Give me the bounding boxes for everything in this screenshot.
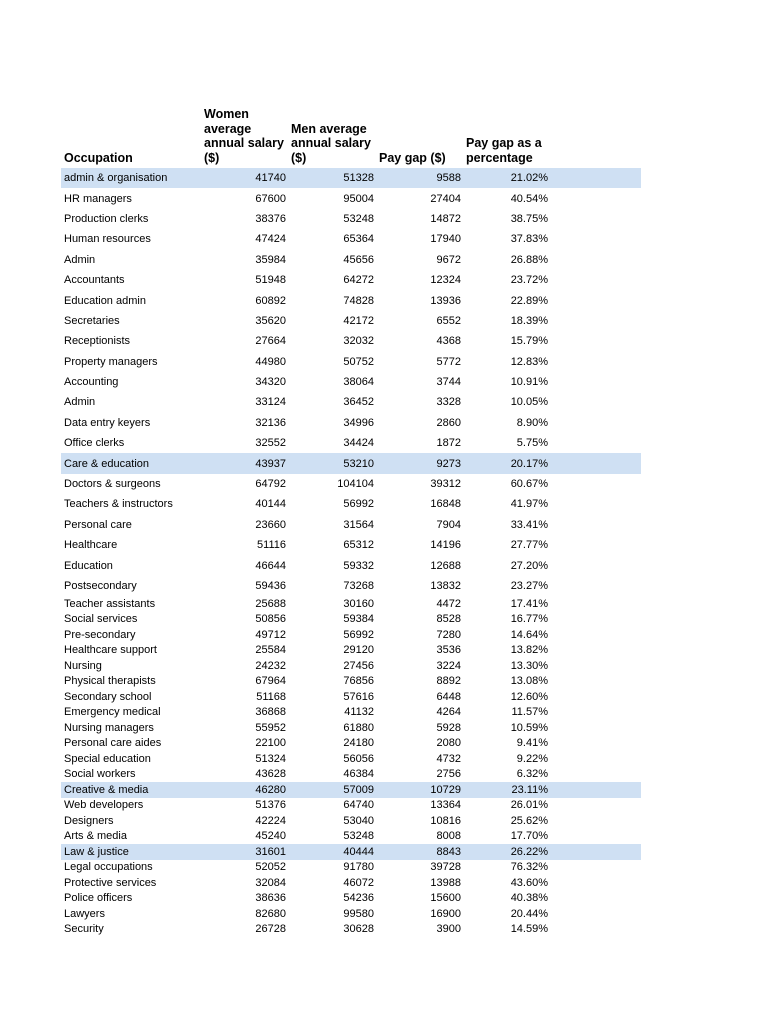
pay-gap-cell: 16900: [430, 907, 461, 920]
category-row: [61, 782, 641, 798]
pay-gap-percentage-cell: 23.27%: [510, 580, 548, 592]
pay-gap-percentage-cell: 23.72%: [510, 274, 548, 287]
occupation-cell: Legal occupations: [64, 861, 153, 874]
pay-gap-percentage-cell: 5.75%: [516, 437, 548, 450]
pay-gap-percentage-cell: 10.05%: [510, 396, 548, 409]
women-salary-cell: 59436: [255, 580, 286, 592]
pay-gap-cell: 27404: [430, 192, 461, 205]
men-salary-cell: 56056: [343, 752, 374, 765]
table-row: [61, 331, 641, 351]
pay-gap-percentage-cell: 18.39%: [510, 314, 548, 327]
table-row: [61, 658, 641, 674]
table-row: [61, 290, 641, 310]
pay-gap-cell: 12324: [430, 274, 461, 287]
men-salary-cell: 64740: [343, 799, 374, 812]
table-row: [61, 627, 641, 643]
pay-gap-percentage-cell: 26.01%: [510, 799, 548, 812]
pay-gap-percentage-cell: 60.67%: [510, 478, 548, 491]
occupation-cell: Healthcare: [64, 539, 118, 552]
women-salary-cell: 23660: [255, 518, 286, 531]
occupation-cell: Teacher assistants: [64, 597, 156, 610]
occupation-cell: Teachers & instructors: [64, 498, 173, 511]
occupation-cell: Pre-secondary: [64, 628, 136, 641]
table-row: [61, 736, 641, 752]
pay-gap-cell: 10816: [430, 814, 461, 827]
table-row: [61, 392, 641, 412]
occupation-cell: Personal care aides: [64, 737, 162, 750]
occupation-cell: Property managers: [64, 355, 158, 368]
header-women-salary: Women average annual salary ($): [204, 107, 284, 165]
men-salary-cell: 53040: [343, 814, 374, 827]
pay-gap-cell: 1872: [436, 437, 461, 450]
pay-gap-percentage-cell: 25.62%: [510, 814, 548, 827]
header-pay-gap-percentage: Pay gap as a percentage: [466, 136, 542, 165]
women-salary-cell: 32084: [255, 876, 286, 889]
men-salary-cell: 30160: [343, 597, 374, 610]
table-row: [61, 891, 641, 907]
table-row: [61, 311, 641, 331]
occupation-cell: Nursing: [64, 659, 102, 672]
pay-gap-cell: 12688: [430, 559, 461, 572]
men-salary-cell: 27456: [343, 659, 374, 672]
women-salary-cell: 51116: [257, 539, 286, 552]
occupation-cell: Arts & media: [64, 830, 127, 843]
pay-gap-cell: 17940: [430, 233, 461, 246]
pay-gap-cell: 14872: [430, 212, 461, 225]
table-row: [61, 535, 641, 555]
pay-gap-percentage-cell: 9.41%: [516, 737, 548, 750]
table-row: [61, 474, 641, 494]
table-row: [61, 352, 641, 372]
pay-gap-cell: 10729: [430, 783, 461, 796]
men-salary-cell: 56992: [343, 498, 374, 511]
pay-gap-cell: 5772: [436, 355, 461, 368]
women-salary-cell: 27664: [255, 335, 286, 348]
pay-gap-cell: 6448: [436, 690, 461, 703]
women-salary-cell: 34320: [255, 376, 286, 389]
occupation-cell: Doctors & surgeons: [64, 478, 161, 491]
pay-gap-cell: 14196: [430, 539, 461, 552]
pay-gap-cell: 13936: [430, 294, 461, 307]
pay-gap-percentage-cell: 17.41%: [510, 597, 548, 610]
occupation-cell: Office clerks: [64, 437, 125, 450]
women-salary-cell: 33124: [255, 396, 286, 409]
men-salary-cell: 41132: [344, 706, 374, 719]
pay-gap-percentage-cell: 12.60%: [510, 690, 548, 703]
men-salary-cell: 51328: [343, 172, 374, 185]
table-row: [61, 229, 641, 249]
table-row: [61, 689, 641, 705]
category-row: [61, 844, 641, 860]
pay-gap-cell: 2080: [436, 737, 461, 750]
occupation-cell: Security: [64, 923, 104, 936]
table-row: [61, 555, 641, 575]
table-row: [61, 860, 641, 876]
pay-gap-percentage-cell: 76.32%: [510, 861, 548, 874]
pay-gap-percentage-cell: 8.90%: [516, 416, 548, 429]
pay-gap-percentage-cell: 10.59%: [510, 721, 548, 734]
men-salary-cell: 32032: [343, 335, 374, 348]
women-salary-cell: 32136: [255, 416, 286, 429]
occupation-cell: admin & organisation: [64, 172, 168, 185]
women-salary-cell: 60892: [255, 294, 286, 307]
pay-gap-cell: 3744: [436, 376, 461, 389]
occupation-cell: Admin: [64, 396, 96, 409]
table-row: [61, 643, 641, 659]
pay-gap-percentage-cell: 21.02%: [510, 172, 548, 185]
occupation-cell: Protective services: [64, 876, 157, 889]
occupation-cell: Law & justice: [64, 845, 129, 858]
header-occupation: Occupation: [64, 150, 133, 165]
occupation-cell: Care & education: [64, 457, 149, 470]
pay-gap-cell: 4368: [436, 335, 461, 348]
men-salary-cell: 24180: [343, 737, 374, 750]
table-row: [61, 922, 641, 938]
pay-gap-percentage-cell: 26.22%: [510, 845, 548, 858]
pay-gap-cell: 5928: [436, 721, 461, 734]
women-salary-cell: 36868: [255, 706, 286, 719]
men-salary-cell: 53248: [343, 830, 374, 843]
pay-gap-percentage-cell: 41.97%: [510, 498, 548, 511]
women-salary-cell: 43937: [255, 457, 286, 470]
occupation-cell: Admin: [64, 253, 96, 266]
occupation-cell: HR managers: [64, 192, 132, 205]
occupation-cell: Designers: [64, 814, 114, 827]
table-row: [61, 515, 641, 535]
pay-gap-percentage-cell: 37.83%: [510, 233, 548, 246]
pay-gap-percentage-cell: 20.17%: [510, 457, 548, 470]
pay-gap-percentage-cell: 40.38%: [510, 892, 548, 905]
table-row: [61, 413, 641, 433]
men-salary-cell: 59384: [343, 613, 374, 626]
pay-gap-cell: 6552: [436, 314, 461, 327]
women-salary-cell: 51324: [255, 752, 286, 765]
table-row: [61, 798, 641, 814]
occupation-cell: Postsecondary: [64, 580, 137, 592]
women-salary-cell: 50856: [255, 613, 286, 626]
men-salary-cell: 36452: [343, 396, 374, 409]
occupation-cell: Social workers: [64, 768, 136, 781]
pay-gap-percentage-cell: 14.64%: [510, 628, 548, 641]
table-row: [61, 372, 641, 392]
pay-gap-cell: 8528: [436, 613, 461, 626]
occupation-cell: Human resources: [64, 233, 151, 246]
pay-gap-percentage-cell: 17.70%: [510, 830, 548, 843]
men-salary-cell: 76856: [343, 675, 374, 688]
occupation-cell: Secondary school: [64, 690, 152, 703]
women-salary-cell: 22100: [255, 737, 286, 750]
category-row: [61, 453, 641, 473]
occupation-cell: Personal care: [64, 518, 132, 531]
men-salary-cell: 40444: [343, 845, 374, 858]
men-salary-cell: 42172: [343, 314, 374, 327]
men-salary-cell: 59332: [343, 559, 374, 572]
women-salary-cell: 25584: [255, 644, 286, 657]
occupation-cell: Creative & media: [64, 783, 149, 796]
men-salary-cell: 46384: [343, 768, 374, 781]
pay-gap-cell: 39728: [430, 861, 461, 874]
pay-gap-cell: 15600: [430, 892, 461, 905]
men-salary-cell: 31564: [343, 518, 374, 531]
occupation-cell: Web developers: [64, 799, 144, 812]
pay-gap-cell: 8008: [436, 830, 461, 843]
occupation-cell: Production clerks: [64, 212, 149, 225]
men-salary-cell: 61880: [343, 721, 374, 734]
women-salary-cell: 46644: [255, 559, 286, 572]
men-salary-cell: 53248: [343, 212, 374, 225]
table-row: [61, 906, 641, 922]
women-salary-cell: 40144: [255, 498, 286, 511]
women-salary-cell: 38376: [255, 212, 286, 225]
men-salary-cell: 38064: [343, 376, 374, 389]
women-salary-cell: 67964: [255, 675, 286, 688]
occupation-cell: Secretaries: [64, 314, 120, 327]
table-row: [61, 250, 641, 270]
women-salary-cell: 51948: [255, 274, 286, 287]
women-salary-cell: 35620: [255, 314, 286, 327]
occupation-cell: Special education: [64, 752, 151, 765]
men-salary-cell: 65364: [343, 233, 374, 246]
pay-gap-percentage-cell: 13.82%: [510, 644, 548, 657]
men-salary-cell: 73268: [343, 580, 374, 592]
pay-gap-percentage-cell: 22.89%: [510, 294, 548, 307]
pay-gap-cell: 9672: [436, 253, 461, 266]
pay-gap-cell: 13364: [430, 799, 461, 812]
table-row: [61, 612, 641, 628]
men-salary-cell: 53210: [343, 457, 374, 470]
pay-gap-cell: 8843: [436, 845, 461, 858]
pay-gap-cell: 2756: [436, 768, 461, 781]
women-salary-cell: 64792: [255, 478, 286, 491]
women-salary-cell: 45240: [255, 830, 286, 843]
women-salary-cell: 47424: [255, 233, 286, 246]
table-row: [61, 494, 641, 514]
pay-gap-percentage-cell: 13.30%: [510, 659, 548, 672]
occupation-cell: Emergency medical: [64, 706, 161, 719]
table-row: [61, 751, 641, 767]
pay-gap-cell: 39312: [430, 478, 461, 491]
occupation-cell: Physical therapists: [64, 675, 156, 688]
occupation-cell: Social services: [64, 613, 138, 626]
pay-gap-cell: 7280: [436, 628, 461, 641]
pay-gap-percentage-cell: 6.32%: [516, 768, 548, 781]
pay-gap-percentage-cell: 20.44%: [510, 907, 548, 920]
pay-gap-percentage-cell: 9.22%: [516, 752, 548, 765]
women-salary-cell: 38636: [255, 892, 286, 905]
occupation-cell: Receptionists: [64, 335, 131, 348]
pay-gap-percentage-cell: 13.08%: [510, 675, 548, 688]
men-salary-cell: 30628: [343, 923, 374, 936]
women-salary-cell: 49712: [255, 628, 286, 641]
men-salary-cell: 74828: [343, 294, 374, 307]
pay-gap-percentage-cell: 33.41%: [510, 518, 548, 531]
pay-gap-cell: 2860: [436, 416, 461, 429]
men-salary-cell: 50752: [343, 355, 374, 368]
salary-table: [61, 106, 641, 937]
women-salary-cell: 51376: [255, 799, 286, 812]
header-men-salary: Men average annual salary ($): [291, 121, 371, 165]
occupation-cell: Education: [64, 559, 113, 572]
table-header: [61, 106, 641, 168]
category-row: [61, 168, 641, 188]
pay-gap-percentage-cell: 27.20%: [510, 559, 548, 572]
men-salary-cell: 29120: [343, 644, 374, 657]
women-salary-cell: 32552: [255, 437, 286, 450]
pay-gap-cell: 9273: [436, 457, 461, 470]
men-salary-cell: 54236: [343, 892, 374, 905]
men-salary-cell: 99580: [343, 907, 374, 920]
table-row: [61, 875, 641, 891]
men-salary-cell: 56992: [343, 628, 374, 641]
women-salary-cell: 42224: [255, 814, 286, 827]
pay-gap-cell: 3536: [436, 644, 461, 657]
women-salary-cell: 35984: [255, 253, 286, 266]
occupation-cell: Accounting: [64, 376, 119, 389]
women-salary-cell: 46280: [255, 783, 286, 796]
table-row: [61, 188, 641, 208]
occupation-cell: Education admin: [64, 294, 146, 307]
pay-gap-cell: 13832: [430, 580, 461, 592]
pay-gap-cell: 3900: [436, 923, 461, 936]
men-salary-cell: 45656: [343, 253, 374, 266]
pay-gap-percentage-cell: 40.54%: [510, 192, 548, 205]
pay-gap-cell: 7904: [436, 518, 461, 531]
pay-gap-cell: 16848: [430, 498, 461, 511]
men-salary-cell: 104104: [337, 478, 374, 491]
women-salary-cell: 25688: [255, 597, 286, 610]
men-salary-cell: 34424: [343, 437, 374, 450]
men-salary-cell: 46072: [343, 876, 374, 889]
women-salary-cell: 52052: [255, 861, 286, 874]
occupation-cell: Police officers: [64, 892, 133, 905]
occupation-cell: Lawyers: [64, 907, 105, 920]
header-pay-gap: Pay gap ($): [379, 150, 446, 165]
occupation-cell: Healthcare support: [64, 644, 157, 657]
women-salary-cell: 26728: [255, 923, 286, 936]
table-row: [61, 209, 641, 229]
table-row: [61, 576, 641, 596]
pay-gap-cell: 8892: [436, 675, 461, 688]
men-salary-cell: 91780: [343, 861, 374, 874]
pay-gap-percentage-cell: 38.75%: [510, 212, 548, 225]
men-salary-cell: 95004: [343, 192, 374, 205]
occupation-cell: Data entry keyers: [64, 416, 151, 429]
table-row: [61, 270, 641, 290]
men-salary-cell: 57009: [343, 783, 374, 796]
table-row: [61, 705, 641, 721]
table-row: [61, 813, 641, 829]
women-salary-cell: 43628: [255, 768, 286, 781]
pay-gap-percentage-cell: 10.91%: [510, 376, 548, 389]
occupation-cell: Nursing managers: [64, 721, 154, 734]
women-salary-cell: 31601: [255, 845, 286, 858]
women-salary-cell: 24232: [255, 659, 286, 672]
occupation-cell: Accountants: [64, 274, 125, 287]
table-row: [61, 433, 641, 453]
pay-gap-cell: 4732: [436, 752, 461, 765]
men-salary-cell: 64272: [343, 274, 374, 287]
men-salary-cell: 34996: [343, 416, 374, 429]
pay-gap-percentage-cell: 12.83%: [510, 355, 548, 368]
pay-gap-percentage-cell: 43.60%: [510, 876, 548, 889]
pay-gap-cell: 9588: [436, 172, 461, 185]
pay-gap-percentage-cell: 15.79%: [510, 335, 548, 348]
pay-gap-percentage-cell: 27.77%: [510, 539, 548, 552]
pay-gap-percentage-cell: 26.88%: [510, 253, 548, 266]
table-body: [61, 168, 641, 937]
pay-gap-cell: 3224: [436, 659, 461, 672]
table-row: [61, 596, 641, 612]
women-salary-cell: 55952: [255, 721, 286, 734]
women-salary-cell: 67600: [255, 192, 286, 205]
women-salary-cell: 51168: [256, 690, 286, 703]
pay-gap-percentage-cell: 16.77%: [510, 613, 548, 626]
men-salary-cell: 65312: [343, 539, 374, 552]
women-salary-cell: 41740: [255, 172, 286, 185]
pay-gap-percentage-cell: 11.57%: [511, 706, 548, 719]
pay-gap-percentage-cell: 23.11%: [511, 783, 548, 796]
women-salary-cell: 82680: [255, 907, 286, 920]
table-row: [61, 767, 641, 783]
pay-gap-cell: 4472: [436, 597, 461, 610]
women-salary-cell: 44980: [255, 355, 286, 368]
table-row: [61, 829, 641, 845]
pay-gap-cell: 13988: [430, 876, 461, 889]
pay-gap-percentage-cell: 14.59%: [510, 923, 548, 936]
table-row: [61, 720, 641, 736]
pay-gap-cell: 3328: [436, 396, 461, 409]
men-salary-cell: 57616: [343, 690, 374, 703]
pay-gap-cell: 4264: [436, 706, 461, 719]
table-row: [61, 674, 641, 690]
